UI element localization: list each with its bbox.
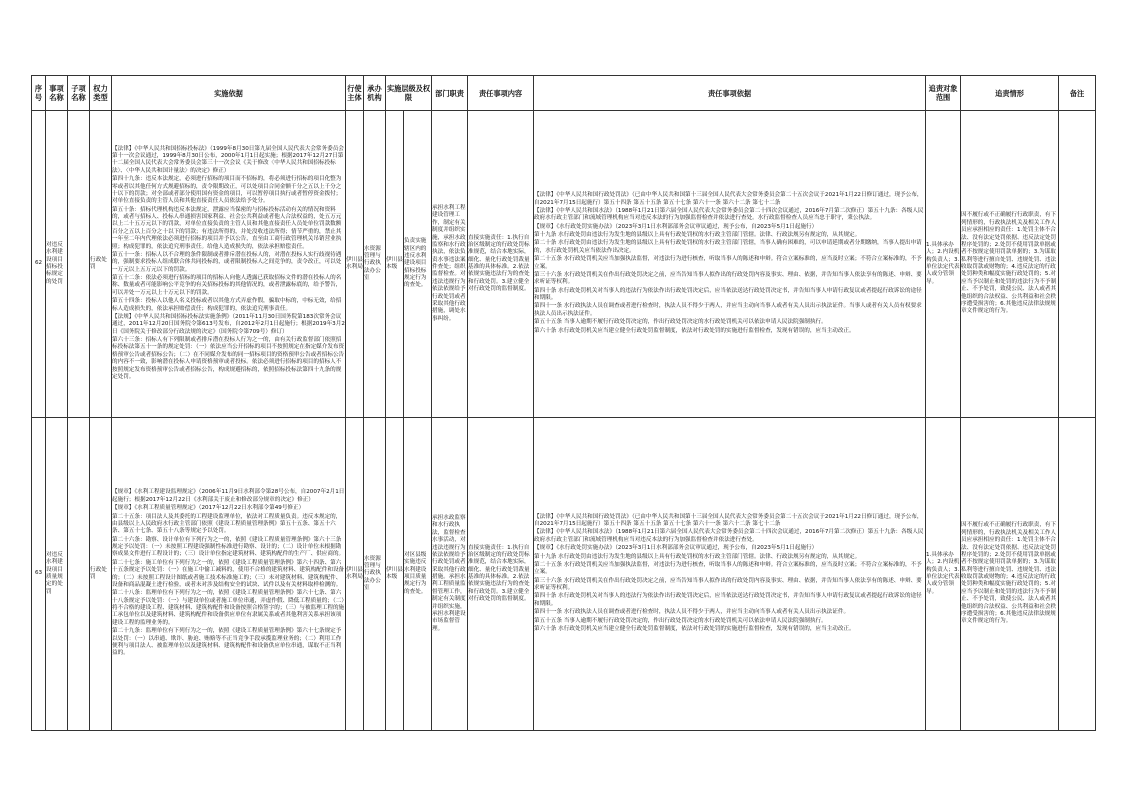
basis-paragraph: 第二十五条：项目法人及其委托的工程建设监理单位，依法对工程质量负责。违反本规定的，由县级以上人民政府水行政主管部门依照《建设工程质量管理条例》第五十五条、第五十六条、第五十七条、第五十八条等规定予以处罚。 [112, 513, 342, 535]
header-situation: 追责情形 [961, 76, 1059, 111]
header-resp-content: 责任事项内容 [468, 76, 534, 111]
resp-basis-paragraph: 第六十条 水行政处罚机关应当建立健全行政处罚监督制度，依法对行政处罚的实施进行监督检查，发现有错误的，应当主动改正。 [534, 625, 855, 632]
resp-basis-paragraph: 【法律】《中华人民共和国水法》（1988年1月21日第六届全国人民代表大会常务委员会第二十四次会议通过，2016年7月第二次修正）第五十九条：各级人民政府水行政主管部门和流域管理机构应当对违反本法的行为加强监督检查并依法进行查处。水行政监督检查人员应当忠于职守，秉公执法。 [534, 207, 924, 222]
resp-basis-paragraph: 【规章】《水行政处罚实施办法》（2023年3月1日水利部部务会议审议通过，现予公布，自2023年5月1日起施行） [534, 223, 818, 230]
basis-paragraph: 第六十三条：招标人有下列限制或者排斥潜在投标人行为之一的，由有关行政监督部门依照招标投标法第五十一条的规定处罚：（一）依法应当公开招标的项目不按照规定在指定媒介发布资格预审公告或者招标公告；（二）在不同媒介发布的同一招标项目的资格预审公告或者招标公告的内容不一致，影响潜在投标人申请资格预审或者投标。依法必须进行招标的项目的招标人不按照规定发布资格预审公告或者招标公告，构成规避招标的，依照招标投标法第四十九条的规定处罚。 [112, 337, 345, 380]
cell-item-name: 对违反水利建设项目质量规定的处罚 [46, 418, 68, 731]
cell-level-authority: 负责实施辖区内的违反水利建设项目招标投标规定行为的查处。 [404, 111, 432, 418]
resp-basis-paragraph: 第四十一条 水行政执法人员在调查或者进行检查时，执法人员不得少于两人，并应当主动向当事人或者有关人员出示执法证件。 [534, 609, 850, 616]
basis-paragraph: 第五十二条：依法必须进行招标的项目的招标人向他人透露已获取招标文件的潜在投标人的名称、数量或者可能影响公平竞争的有关招标投标的其他情况的，或者泄露标底的，给予警告，可以并处一万元以上十万元以下的罚款。 [112, 275, 342, 296]
cell-seq: 63 [32, 418, 46, 731]
resp-basis-paragraph: 第六十条 水行政处罚机关应当建立健全行政处罚监督制度，依法对行政处罚的实施进行监督检查，发现有错误的，应当主动改正。 [534, 327, 855, 334]
cell-basis [112, 111, 346, 418]
cell-resp-basis [534, 418, 926, 731]
resp-basis-paragraph: 第十九条 水行政处罚由违法行为发生地的县级以上具有行政处罚权的水行政主管部门管辖。法律、行政法规另有规定的，从其规定。 [534, 232, 861, 238]
basis-paragraph: 第二十九条：监理单位有下列行为之一的，依照《建设工程质量管理条例》第六十七条规定予以处罚：（一）以串通、欺诈、胁迫、贿赂等不正当竞争手段承揽监理业务的；（二）利用工作便利与项目法人、被监理单位以及建筑材料、建筑构配件和设备供应单位串通，谋取不正当利益的。 [112, 628, 342, 657]
header-row [32, 76, 1096, 111]
basis-paragraph: 【法律】《中华人民共和国招标投标法》（1999年8月30日第九届全国人民代表大会常务委员会第十一次会议通过，1999年8月30日公布，2000年1月1日起实施；根据2017年12月27日第十二届全国人民代表大会常务委员会第三十一次会议《关于修改〈中华人民共和国招标投标法〉、〈中华人民共和国计量法〉的决定》修正） [112, 145, 344, 174]
resp-basis-paragraph: 第三十六条 水行政处罚机关在作出行政处罚决定之前，应当告知当事人拟作出的行政处罚内容及事实、理由、依据，并告知当事人依法享有的陈述、申辩、要求听证等权利。 [534, 577, 922, 592]
cell-handling-org: 水资源管理与行政执法办公室 [364, 418, 386, 731]
cell-seq: 62 [32, 111, 46, 418]
cell-dept-duty: 承担水政监察和水行政执法，监督检查水事活动，对违法违规行为依法依规给予行政处罚或者采取其他行政措施。承担水利工程质量监督管理工作，制定有关制度并组织实施，承担水利建设市场监督管理。 [432, 418, 468, 731]
basis-paragraph: 第五十一条：招标人以不合理的条件限制或者排斥潜在投标人的，对潜在投标人实行歧视待遇的，强制要求投标人组成联合体共同投标的，或者限制投标人之间竞争的，责令改正，可以处一万元以上五万元以下的罚款。 [112, 251, 342, 273]
basis-paragraph: 第二十七条：施工单位有下列行为之一的，依照《建设工程质量管理条例》第六十四条、第六十五条规定予以处罚：（一）在施工中偷工减料的，使用不合格的建筑材料、建筑构配件和设备的；（二）未按照工程设计图纸或者施工技术标准施工的；（三）未对建筑材料、建筑构配件、设备和商品混凝土进行检验，或者未对涉及结构安全的试块、试件以及有关材料取样检测的。 [112, 559, 345, 588]
resp-basis-paragraph: 第四十一条 水行政执法人员在调查或者进行检查时，执法人员不得少于两人，并应当主动向当事人或者有关人员出示执法证件。当事人或者有关人员有权要求执法人员出示执法证件。 [534, 303, 922, 317]
cell-level-unit: 伊川县本级 [386, 111, 404, 418]
cell-level-authority: 对区县级实施违反水利建设项目质量规定行为的查处。 [404, 418, 432, 731]
header-handling-org: 承办机构 [364, 76, 386, 111]
cell-sub-item-name [68, 418, 90, 731]
resp-basis-paragraph: 第三十六条 水行政处罚机关在作出行政处罚决定之前，应当告知当事人拟作出的行政处罚内容及事实、理由、依据，并告知当事人依法享有的陈述、申辩、要求听证等权利。 [534, 271, 922, 286]
header-resp-basis: 责任事项依据 [534, 76, 926, 111]
basis-paragraph: 【法规】《中华人民共和国招标投标法实施条例》（2011年11月30日国务院第183次常务会议通过，2011年12月20日国务院令第613号发布，自2012年2月1日起施行；根据2019年3月2日《国务院关于修改部分行政法规的决定》（国务院令第709号）修订） [112, 313, 345, 335]
table-row [32, 111, 1096, 418]
resp-basis-paragraph: 第二十五条 水行政处罚机关应当加强执法监督，对违法行为进行核查，听取当事人的陈述和申辩。符合立案标准的，应当及时立案；不符合立案标准的，不予立案。 [534, 561, 922, 576]
cell-power-type: 行政处罚 [90, 111, 112, 418]
cell-target-scope: 1.具体承办人；2.内设机构负责人；3.单位法定代表人或分管领导。 [926, 418, 961, 731]
resp-basis-paragraph: 第五十五条 当事人逾期不履行行政处罚决定的，作出行政处罚决定的水行政处罚机关可以依法申请人民法院强制执行。 [534, 617, 827, 624]
cell-target-scope: 1.具体承办人；2.内设机构负责人；3.单位法定代表人或分管领导。 [926, 111, 961, 418]
cell-power-type: 行政处罚 [90, 418, 112, 731]
header-remark: 备注 [1059, 76, 1096, 111]
cell-resp-content: 直接实施责任：1.执行自治区级制定的行政处罚标准规范，结合本地实际，细化、量化行政处罚裁量基准的具体标准。2.依法依规实施违法行为的查处和行政处罚。3.建立健全对行政处罚的监督制度。 [468, 111, 534, 418]
cell-situation: 因不履行或不正确履行行政职责，有下列情形的，行政执法机关及相关工作人员应承担相应的责任：1.处罚主体不合法、没有法定处罚依据、违反法定处罚程序处罚的；2.处罚不使用罚款单据或者不按规定使用罚款单据的；3.为谋取私利等进行擅自处罚、违规处罚、违法收取罚款或财物的；4.违反法定的行政处罚种类和幅度实施行政处罚的；5.对应当予以制止和处罚的违法行为不予制止、不予处罚，致使公民、法人或者其他组织的合法权益、公共利益和社会秩序遭受损害的；6.其他违反法律法规规章文件规定的行为。 [961, 418, 1059, 731]
resp-basis-paragraph: 第五十五条 当事人逾期不履行行政处罚决定的，作出行政处罚决定的水行政处罚机关可以依法申请人民法院强制执行。 [534, 319, 827, 326]
basis-paragraph: 第二十六条：勘察、设计单位有下列行为之一的，依照《建设工程质量管理条例》第六十三条规定予以处罚：（一）未按照工程建设强制性标准进行勘察、设计的；（二）设计单位未根据勘察成果文件进行工程设计的；（三）设计单位指定建筑材料、建筑构配件的生产厂、供应商的。 [112, 536, 345, 558]
basis-paragraph: 第五十四条：投标人以他人名义投标或者以其他方式弄虚作假，骗取中标的，中标无效，给招标人造成损失的，依法承担赔偿责任；构成犯罪的，依法追究刑事责任。 [112, 298, 342, 312]
power-list-table [31, 75, 1096, 731]
header-item-name: 事项名称 [46, 76, 68, 111]
header-basis: 实施依据 [112, 76, 346, 111]
cell-remark [1059, 111, 1096, 418]
header-target-scope: 追责对象范围 [926, 76, 961, 111]
header-sub-item-name: 子项名称 [68, 76, 90, 111]
resp-basis-paragraph: 【规章】《水行政处罚实施办法》（2023年3月1日水利部部务会议审议通过，现予公布，自2023年5月1日起施行） [534, 545, 818, 552]
cell-resp-basis [534, 111, 926, 418]
cell-basis [112, 418, 346, 731]
cell-situation: 因不履行或不正确履行行政职责，有下列情形的，行政执法机关及相关工作人员应承担相应的责任：1.处罚主体不合法、没有法定处罚依据、违反法定处罚程序处罚的；2.处罚不使用罚款单据或者不按规定使用罚款单据的；3.为谋取私利等进行擅自处罚、违规处罚、违法收取罚款或财物的；4.违反法定的行政处罚种类和幅度实施行政处罚的；5.对应当予以制止和处罚的违法行为不予制止、不予处罚，致使公民、法人或者其他组织的合法权益、公共利益和社会秩序遭受损害的；6.其他违反法律法规规章文件规定的行为。 [961, 111, 1059, 418]
cell-resp-content: 直接实施责任：1.执行自治区级制定的行政处罚标准规范，结合本地实际，细化、量化行政处罚裁量基准的具体标准。2.依法依规实施违法行为的查处和行政处罚。3.建立健全对行政处罚的监督制度。 [468, 418, 534, 731]
resp-basis-paragraph: 第二十五条 水行政处罚机关应当加强执法监督，对违法行为进行核查，听取当事人的陈述和申辩。符合立案标准的，应当及时立案；不符合立案标准的，不予立案。 [534, 256, 922, 270]
cell-item-name: 对违反水利建设项目招标投标规定的处罚 [46, 111, 68, 418]
resp-basis-paragraph: 第十九条 水行政处罚由违法行为发生地的县级以上具有行政处罚权的水行政主管部门管辖。法律、行政法规另有规定的，从其规定。 [534, 553, 861, 560]
resp-basis-paragraph: 【法律】《中华人民共和国水法》（1988年1月21日第六届全国人民代表大会常务委员会第二十四次会议通过，2016年7月第二次修正）第五十九条：各级人民政府水行政主管部门和流域管理机构应当对违反本法的行为加强监督检查并依法进行查处。 [534, 529, 924, 543]
resp-basis-paragraph: 第二十条 水行政处罚由违法行为发生地的县级以上具有行政处罚权的水行政主管部门管辖，当事人确有困难的，可以申请延期或者分期缴纳，当事人提出申请的，水行政处罚机关应当依法作出决定。 [534, 240, 922, 254]
basis-paragraph: 【规章】《水利工程质量管理规定》（2017年12月22日水利部令第49号修正） [112, 505, 305, 512]
cell-level-unit: 伊川县本级 [386, 418, 404, 731]
basis-paragraph: 第五十条：招标代理机构违反本法规定，泄露应当保密的与招标投标活动有关的情况和资料的，或者与招标人、投标人串通损害国家利益、社会公共利益或者他人合法权益的，处五万元以上二十五万元以下的罚款，对单位直接负责的主管人员和其他直接责任人员处单位罚款数额百分之五以上百分之十以下的罚款；有违法所得的，并处没收违法所得；情节严重的，禁止其一年至二年内代理依法必须进行招标的项目并予以公告，直至由工商行政管理机关吊销营业执照；构成犯罪的，依法追究刑事责任。给他人造成损失的，依法承担赔偿责任。 [112, 206, 342, 250]
basis-paragraph: 【规章】《水利工程建设监理规定》（2006年11月9日水利部令第28号公布，自2007年2月1日起施行；根据2017年12月22日《水利部关于废止和修改部分规章的决定》修正） [112, 489, 345, 503]
header-subject: 行使主体 [346, 76, 364, 111]
header-seq: 序号 [32, 76, 46, 111]
cell-remark [1059, 418, 1096, 731]
header-power-type: 权力类型 [90, 76, 112, 111]
basis-paragraph: 第二十八条：监理单位有下列行为之一的，依照《建设工程质量管理条例》第六十七条、第六十八条规定予以处罚：（一）与建设单位或者施工单位串通，弄虚作假、降低工程质量的；（二）将不合格的建设工程、建筑材料、建筑构配件和设备按照合格签字的；（三）与被监理工程的施工承包单位以及建筑材料、建筑构配件和设备供应单位有隶属关系或者其他利害关系承担该项建设工程的监理业务的。 [112, 590, 345, 626]
resp-basis-paragraph: 第四十条 水行政处罚机关对当事人的违法行为依法作出行政处罚决定后，应当依法送达行政处罚决定书，并告知当事人申请行政复议或者提起行政诉讼的途径和期限。 [534, 593, 922, 607]
header-level: 实施层级及权限 [386, 76, 432, 111]
cell-subject: 伊川县水利局 [346, 418, 364, 731]
resp-basis-paragraph: 【法律】《中华人民共和国行政处罚法》（已由中华人民共和国第十三届全国人民代表大会常务委员会第二十五次会议于2021年1月22日修订通过，现予公布，自2021年7月15日起施行）第五十四条 第五十五条 第五十七条 第六十一条 第六十二条 第七十二条 [534, 513, 923, 528]
cell-dept-duty: 承担水利工程建设管理工作，制定有关制度并组织实施，承担水政监察和水行政执法，依法负责水事违法案件查处；组织监督检查。对违法违规行为依法依规给予行政处罚或者采取其他行政措施，调处水事纠纷。 [432, 111, 468, 418]
cell-sub-item-name [68, 111, 90, 418]
table-row [32, 418, 1096, 731]
cell-subject: 伊川县水利局 [346, 111, 364, 418]
cell-handling-org: 水资源管理与行政执法办公室 [364, 111, 386, 418]
basis-paragraph: 第四十九条：违反本法规定，必须进行招标的项目而不招标的，将必须进行招标的项目化整为零或者以其他任何方式规避招标的，责令限期改正，可以处项目合同金额千分之五以上千分之十以下的罚款；对全部或者部分使用国有资金的项目，可以暂停项目执行或者暂停资金拨付；对单位直接负责的主管人员和其他直接责任人员依法给予处分。 [112, 176, 342, 205]
header-dept-duty: 部门职责 [432, 76, 468, 111]
resp-basis-paragraph: 【法律】《中华人民共和国行政处罚法》（已由中华人民共和国第十三届全国人民代表大会常务委员会第二十五次会议于2021年1月22日修订通过，现予公布，自2021年7月15日起施行）第五十四条 第五十五条 第五十七条 第六十一条 第六十二条 第七十二条 [534, 192, 923, 206]
resp-basis-paragraph: 第四十条 水行政处罚机关对当事人的违法行为依法作出行政处罚决定后，应当依法送达行政处罚决定书，并告知当事人申请行政复议或者提起行政诉讼的途径和期限。 [534, 287, 922, 301]
